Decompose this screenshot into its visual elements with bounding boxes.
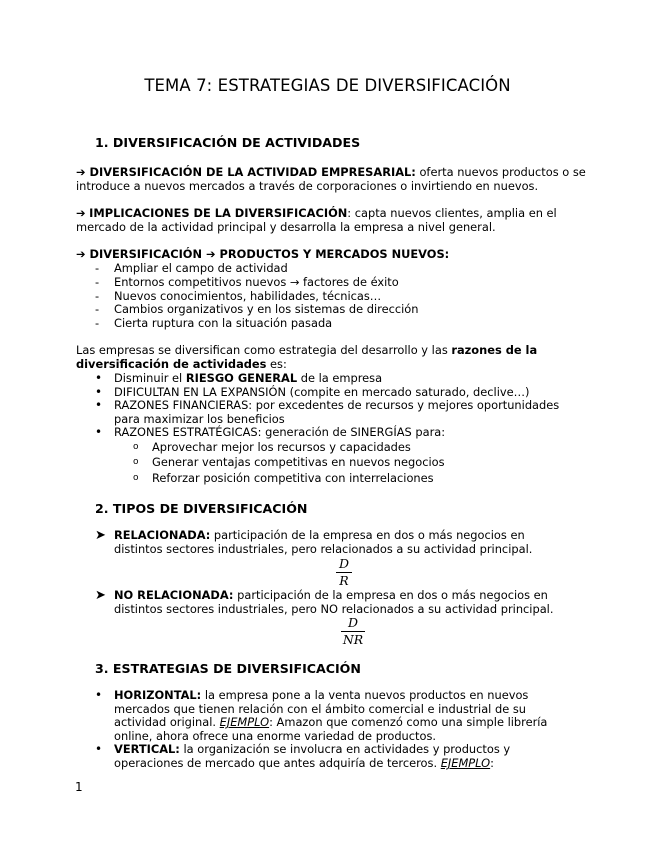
- section2-heading: 2. TIPOS DE DIVERSIFICACIÓN: [95, 501, 308, 516]
- arrowhead-icon: ➤: [95, 588, 106, 603]
- fraction-d-r: D R: [336, 557, 352, 588]
- list-item: • RAZONES ESTRATÉGICAS: generación de SINERGÍAS para: o Aprovechar mejor los recursos y capacidades o Generar ventajas competitivas en nuevos negocios o Reforzar posición competitiva con interrelaciones: [95, 426, 565, 486]
- fraction-d-nr: D NR: [342, 615, 364, 647]
- arrow-icon: ➔: [206, 247, 216, 261]
- list-item: - Entornos competitivos nuevos → factores de éxito: [95, 276, 418, 290]
- list-item: - Nuevos conocimientos, habilidades, técnicas…: [95, 290, 418, 304]
- arrow-icon: ➔: [76, 206, 90, 220]
- list-item: • RAZONES FINANCIERAS: por excedentes de recursos y mejores oportunidades para maximizar los beneficios: [95, 399, 565, 426]
- sub-list: [114, 441, 565, 487]
- page-number: 1: [75, 780, 83, 794]
- no-relacionada-item: ➤ NO RELACIONADA: participación de la empresa en dos o más negocios en distintos sectores industriales, pero NO relacionados a su actividad principal.: [95, 588, 554, 616]
- section3-heading: 3. ESTRATEGIAS DE DIVERSIFICACIÓN: [95, 661, 361, 676]
- list-item-vertical: • VERTICAL: la organización se involucra en actividades y productos y operaciones de mercado que antes adquiría de terceros. EJEMPLO:: [95, 743, 555, 770]
- section1-heading: 1. DIVERSIFICACIÓN DE ACTIVIDADES: [95, 135, 361, 150]
- page-title: TEMA 7: ESTRATEGIAS DE DIVERSIFICACIÓN: [144, 76, 511, 95]
- list-item: - Cambios organizativos y en los sistemas de dirección: [95, 303, 418, 317]
- arrowhead-icon: ➤: [95, 528, 106, 543]
- strategy-list: [95, 689, 555, 771]
- paragraph-razones: Las empresas se diversifican como estrategia del desarrollo y las razones de la diversificación de actividades es:: [76, 343, 538, 371]
- list-item: • Disminuir el RIESGO GENERAL de la empresa: [95, 372, 565, 386]
- list-item-horizontal: • HORIZONTAL: la empresa pone a la venta nuevos productos en nuevos mercados que tienen relación con el ámbito comercial e industrial de su actividad original. EJEMPLO: Amazon que comenzó como una simple librería online, ahora ofrece una enorme variedad de productos.: [95, 689, 555, 743]
- paragraph-implicaciones: ➔ IMPLICACIONES DE LA DIVERSIFICACIÓN: capta nuevos clientes, amplia en el mercado de la actividad principal y desarrolla la empresa a nivel general.: [76, 206, 557, 234]
- bullet-list-razones: [95, 372, 565, 487]
- paragraph-productos-mercados: ➔ DIVERSIFICACIÓN ➔ PRODUCTOS Y MERCADOS NUEVOS:: [76, 247, 450, 261]
- list-item: - Cierta ruptura con la situación pasada: [95, 317, 418, 331]
- paragraph-diversificacion-actividad: ➔ DIVERSIFICACIÓN DE LA ACTIVIDAD EMPRESARIAL: oferta nuevos productos o se introduce a nuevos mercados a través de corporaciones o invirtiendo en nuevos.: [76, 165, 586, 193]
- dash-list: [95, 262, 418, 331]
- list-item: o Generar ventajas competitivas en nuevos negocios: [114, 456, 565, 471]
- list-item: o Aprovechar mejor los recursos y capacidades: [114, 441, 565, 456]
- relacionada-item: ➤ RELACIONADA: participación de la empresa en dos o más negocios en distintos sectores industriales, pero relacionados a su actividad principal.: [95, 528, 533, 556]
- list-item: • DIFICULTAN EN LA EXPANSIÓN (compite en mercado saturado, declive…): [95, 386, 565, 400]
- list-item: o Reforzar posición competitiva con interrelaciones: [114, 472, 565, 487]
- list-item: - Ampliar el campo de actividad: [95, 262, 418, 276]
